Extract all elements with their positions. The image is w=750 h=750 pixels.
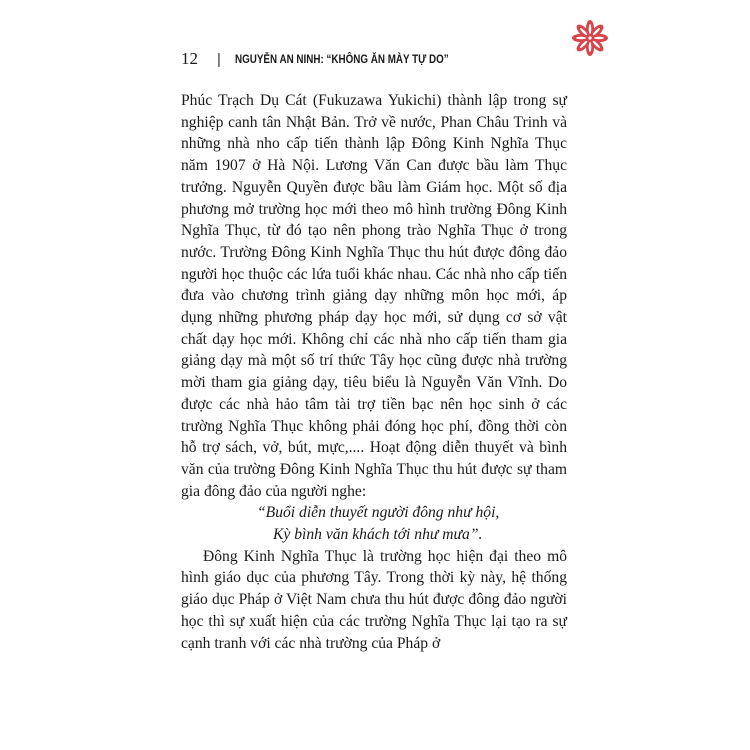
running-title: NGUYỄN AN NINH: “KHÔNG ĂN MÀY TỰ DO” [234,52,449,66]
lotus-flower-icon [572,20,608,56]
page-header [181,47,496,71]
verse-quote [181,502,567,545]
body-text [181,90,567,654]
header-separator: | [217,50,221,68]
paragraph-1: Phúc Trạch Dụ Cát (Fukuzawa Yukichi) thành lập trong sự nghiệp canh tân Nhật Bản. Trở về nước, Phan Châu Trinh và những nhà nho cấp tiến thành lập Đông Kinh Nghĩa Thục năm 1907 ở Hà Nội. Lương Văn Can được bầu làm Thục trưởng. Nguyễn Quyền được bầu làm Giám học. Một số địa phương mở trường học mới theo mô hình trường Đông Kinh Nghĩa Thục, từ đó tạo nên phong trào Nghĩa Thục ở trong nước. Trường Đông Kinh Nghĩa Thục thu hút được đông đảo người học thuộc các lứa tuổi khác nhau. Các nhà nho cấp tiến đưa vào chương trình giảng dạy những môn học mới, áp dụng những phương pháp dạy học mới, sử dụng cơ sở vật chất dạy học mới. Không chỉ các nhà nho cấp tiến tham gia giảng dạy mà một số trí thức Tây học cũng được nhà trường mời tham gia giảng dạy, tiêu biểu là Nguyễn Văn Vĩnh. Do được các nhà hảo tâm tài trợ tiền bạc nên học sinh ở các trường Nghĩa Thục không phải đóng học phí, đồng thời còn hỗ trợ sách, vở, bút, mực,.... Hoạt động diễn thuyết và bình văn của trường Đông Kinh Nghĩa Thục thu hút được sự tham gia đông đảo của người nghe: [181,92,567,500]
verse-line-1: “Buổi diễn thuyết người đông như hội, [257,504,500,522]
verse-line-2: Kỳ bình văn khách tới như mưa”. [273,526,483,544]
paragraph-2: Đông Kinh Nghĩa Thục là trường học hiện đại theo mô hình giáo dục của phương Tây. Trong thời kỳ này, hệ thống giáo dục Pháp ở Việt Nam chưa thu hút được đông đảo người học thì sự xuất hiện của các trường Nghĩa Thục lại tạo ra sự cạnh tranh với các nhà trường của Pháp ở [181,547,567,652]
page-number: 12 [181,49,198,68]
